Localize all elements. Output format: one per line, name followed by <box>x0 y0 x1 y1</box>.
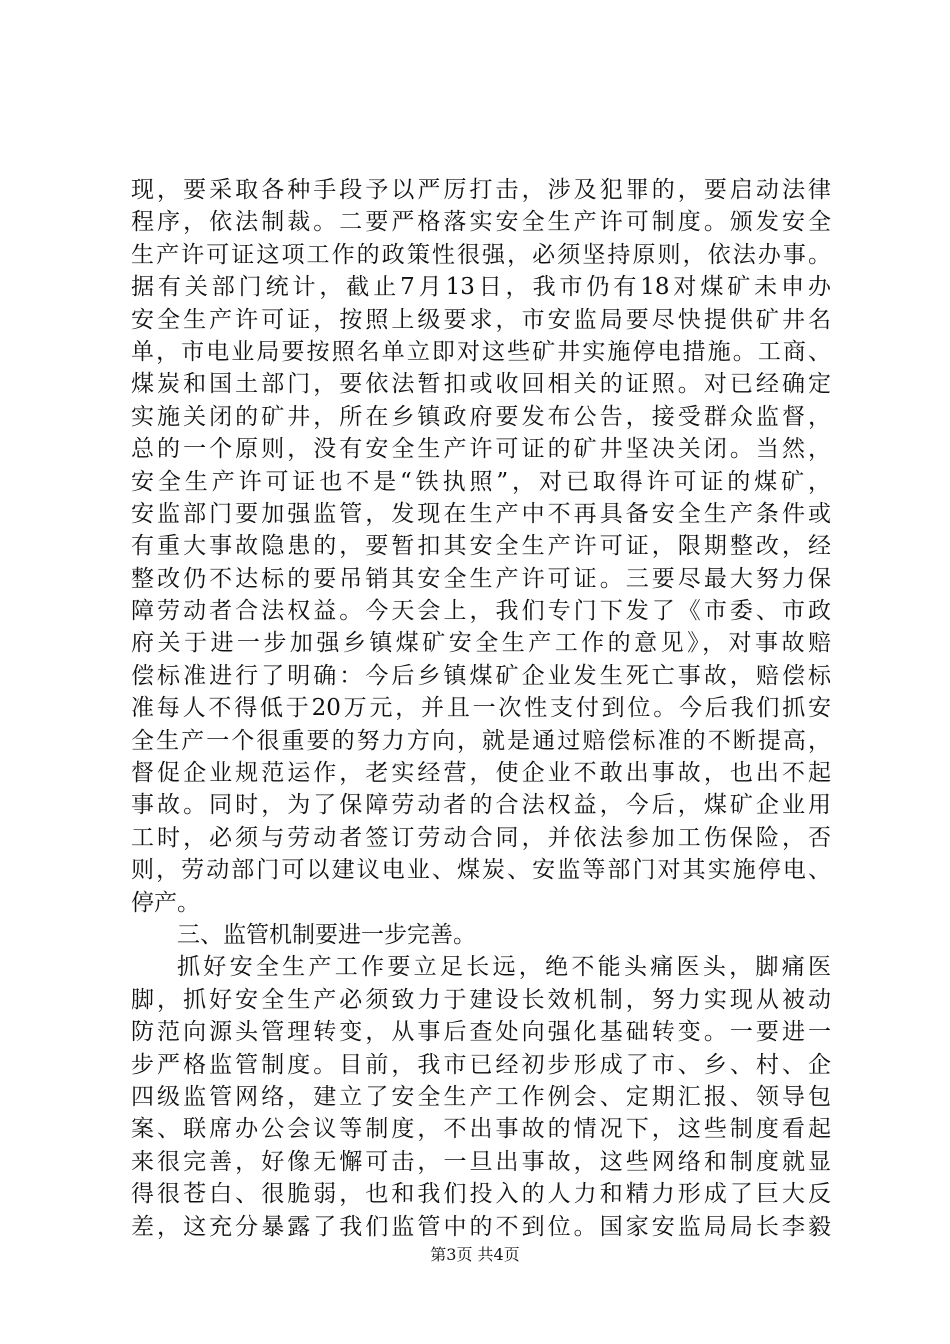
text-line: 有重大事故隐患的，要暂扣其安全生产许可证，限期整改，经 <box>131 533 831 560</box>
text-line: 督促企业规范运作，老实经营，使企业不敢出事故，也出不起 <box>131 760 831 787</box>
page-number-footer: 第3页 共4页 <box>430 1245 520 1264</box>
text-line: 程序，依法制裁。二要严格落实安全生产许可制度。颁发安全 <box>131 209 831 236</box>
text-line: 安全生产许可证也不是“铁执照”，对已取得许可证的煤矿， <box>131 468 831 495</box>
text-line: 事故。同时，为了保障劳动者的合法权益，今后，煤矿企业用 <box>131 792 831 819</box>
text-line: 步严格监管制度。目前，我市已经初步形成了市、乡、村、企 <box>131 1051 831 1078</box>
text-line: 煤炭和国土部门，要依法暂扣或收回相关的证照。对已经确定 <box>131 371 831 398</box>
text-line: 防范向源头管理转变，从事后查处向强化基础转变。一要进一 <box>131 1019 831 1046</box>
text-line: 全生产一个很重要的努力方向，就是通过赔偿标准的不断提高， <box>131 727 831 754</box>
text-line: 府关于进一步加强乡镇煤矿安全生产工作的意见》，对事故赔 <box>131 630 831 657</box>
text-line: 四级监管网络，建立了安全生产工作例会、定期汇报、领导包 <box>131 1083 831 1110</box>
text-line: 差，这充分暴露了我们监管中的不到位。国家安监局局长李毅 <box>131 1213 831 1240</box>
text-line: 案、联席办公会议等制度，不出事故的情况下，这些制度看起 <box>131 1116 831 1143</box>
text-line: 整改仍不达标的要吊销其安全生产许可证。三要尽最大努力保 <box>131 565 831 592</box>
text-line: 得很苍白、很脆弱，也和我们投入的人力和精力形成了巨大反 <box>131 1181 831 1208</box>
text-line: 现，要采取各种手段予以严厉打击，涉及犯罪的，要启动法律 <box>131 177 831 203</box>
paragraph-first-line: 抓好安全生产工作要立足长远，绝不能头痛医头，脚痛医 <box>177 954 831 981</box>
document-body <box>131 174 831 1243</box>
section-heading: 三、监管机制要进一步完善。 <box>177 921 476 948</box>
text-line: 生产许可证这项工作的政策性很强，必须坚持原则，依法办事。 <box>131 241 831 268</box>
text-line: 工时，必须与劳动者签订劳动合同，并依法参加工伤保险，否 <box>131 824 831 851</box>
text-line: 来很完善，好像无懈可击，一旦出事故，这些网络和制度就显 <box>131 1148 831 1175</box>
text-line: 停产。 <box>131 889 200 916</box>
text-line: 则，劳动部门可以建议电业、煤炭、安监等部门对其实施停电、 <box>131 857 831 884</box>
text-line: 安监部门要加强监管，发现在生产中不再具备安全生产条件或 <box>131 500 831 527</box>
text-line: 偿标准进行了明确：今后乡镇煤矿企业发生死亡事故，赔偿标 <box>131 662 831 689</box>
text-line: 实施关闭的矿井，所在乡镇政府要发布公告，接受群众监督， <box>131 403 831 430</box>
text-line: 据有关部门统计，截止7月13日，我市仍有18对煤矿未申办 <box>131 274 831 301</box>
text-line: 单，市电业局要按照名单立即对这些矿井实施停电措施。工商、 <box>131 338 831 365</box>
text-line: 安全生产许可证，按照上级要求，市安监局要尽快提供矿井名 <box>131 306 831 333</box>
text-line: 准每人不得低于20万元，并且一次性支付到位。今后我们抓安 <box>131 695 831 722</box>
text-line: 脚，抓好安全生产必须致力于建设长效机制，努力实现从被动 <box>131 986 831 1013</box>
text-line: 障劳动者合法权益。今天会上，我们专门下发了《市委、市政 <box>131 598 831 625</box>
text-line: 总的一个原则，没有安全生产许可证的矿井坚决关闭。当然， <box>131 436 831 463</box>
